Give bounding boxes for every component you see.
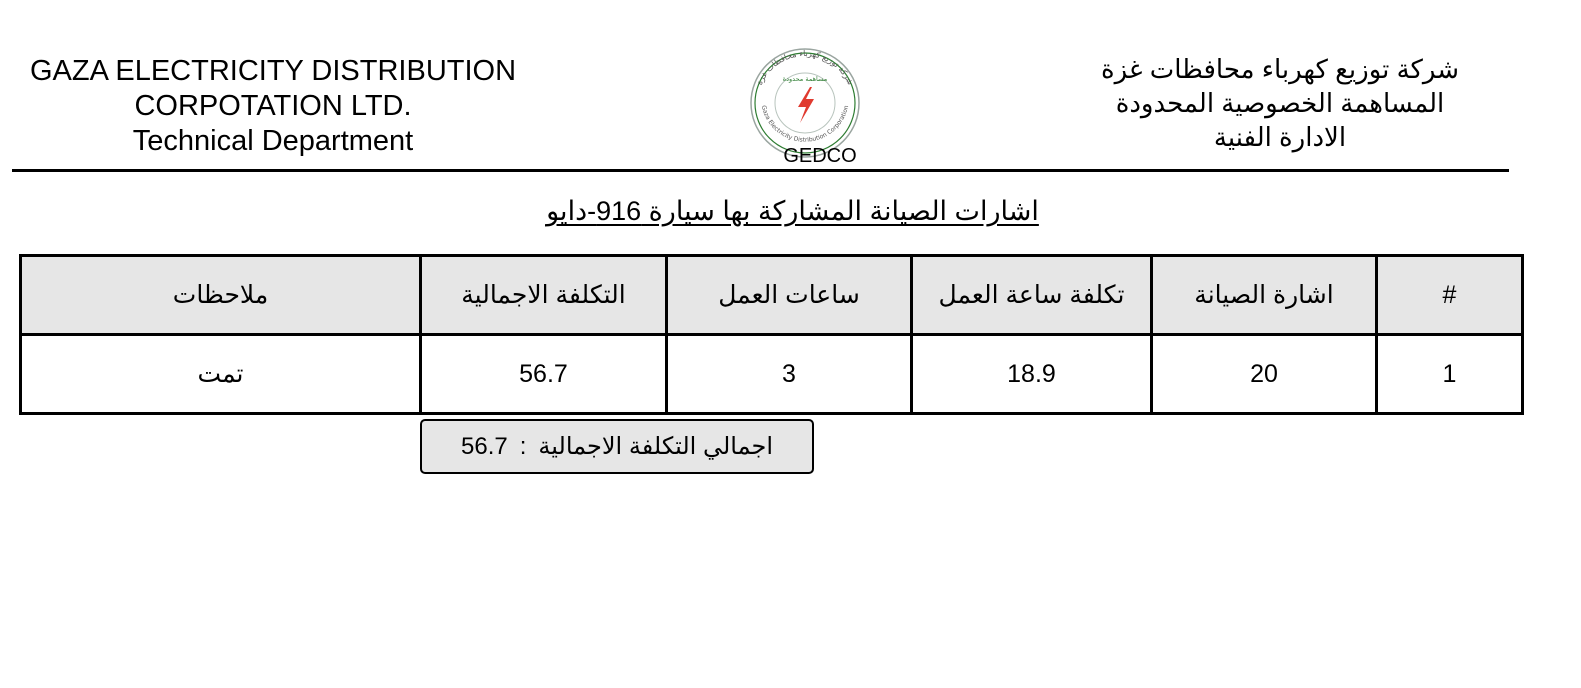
english-department-name: Technical Department — [132, 125, 414, 157]
grand-total-value: 56.7 — [461, 432, 508, 460]
maintenance-table — [19, 254, 1524, 415]
column-header-notes: ملاحظات — [21, 256, 421, 335]
grand-total-box — [420, 419, 814, 474]
arabic-company-name-line2: المساهمة الخصوصية المحدودة — [1115, 88, 1445, 118]
logo-arc-english: Gaza Electricity Distribution Corporation — [759, 104, 851, 144]
header-divider — [12, 169, 1509, 172]
english-company-name-line1: GAZA ELECTRICITY DISTRIBUTION — [29, 55, 517, 87]
arabic-company-header — [1070, 52, 1490, 154]
column-header-maintenance-signal: اشارة الصيانة — [1152, 256, 1377, 335]
grand-total-label: اجمالي التكلفة الاجمالية — [538, 433, 773, 460]
report-title-text: اشارات الصيانة المشاركة بها سيارة 916-دايو — [546, 196, 1039, 226]
column-header-hourly-cost: تكلفة ساعة العمل — [912, 256, 1152, 335]
english-company-name-line2: CORPOTATION LTD. — [134, 90, 412, 122]
lightning-bolt-icon — [798, 87, 814, 123]
logo-arc-arabic: شركة توزيع كهرباء محافظات غزة — [754, 48, 856, 87]
table-header-row — [21, 256, 1523, 335]
report-title — [0, 196, 1581, 227]
logo-inner-arabic: مساهمة محدودة — [782, 75, 828, 83]
column-header-total-cost: التكلفة الاجمالية — [421, 256, 667, 335]
column-header-work-hours: ساعات العمل — [667, 256, 912, 335]
table-row — [21, 335, 1523, 414]
column-header-index: # — [1377, 256, 1523, 335]
cell-hourly-cost: 18.9 — [912, 335, 1152, 414]
cell-maintenance-signal: 20 — [1152, 335, 1377, 414]
logo-caption: GEDCO — [783, 145, 857, 167]
english-company-header — [18, 54, 528, 159]
cell-index: 1 — [1377, 335, 1523, 414]
cell-total-cost: 56.7 — [421, 335, 667, 414]
arabic-department-name: الادارة الفنية — [1213, 122, 1347, 152]
cell-work-hours: 3 — [667, 335, 912, 414]
arabic-company-name-line1: شركة توزيع كهرباء محافظات غزة — [1100, 54, 1460, 84]
cell-notes: تمت — [21, 335, 421, 414]
grand-total-separator: : — [519, 432, 527, 460]
